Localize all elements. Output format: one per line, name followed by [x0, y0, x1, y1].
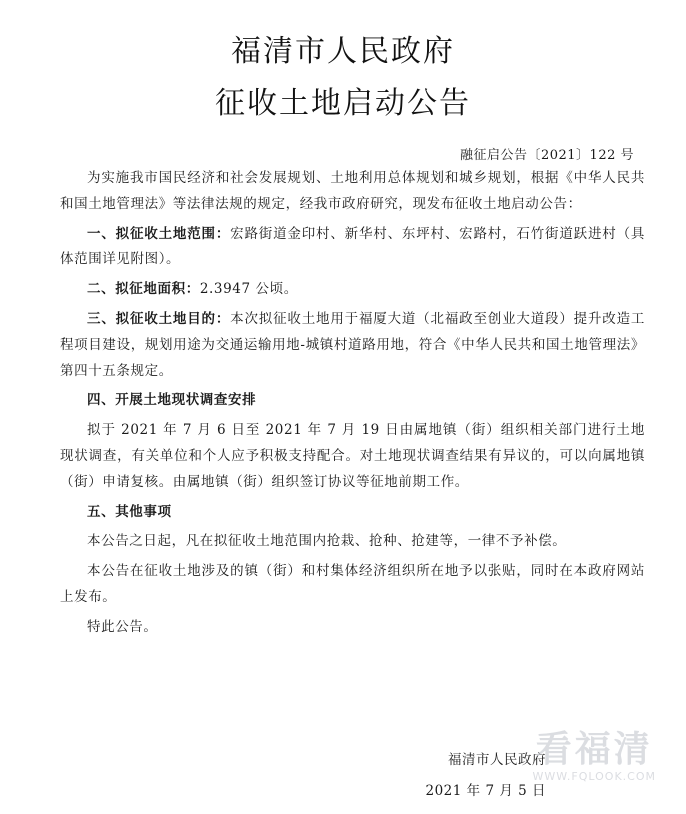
- watermark-brand: 看福清: [535, 729, 653, 770]
- closing-line: 特此公告。: [87, 618, 158, 635]
- section-5-text-2: 本公告在征收土地涉及的镇（街）和村集体经济组织所在地予以张贴，同时在本政府网站上发布。: [60, 563, 645, 605]
- signature-organization: 福清市人民政府: [448, 752, 546, 768]
- page-title-issuer: 福清市人民政府: [231, 34, 455, 69]
- section-4-text: 拟于 2021 年 7 月 6 日至 2021 年 7 月 19 日由属地镇（街）组织相关部门进行土地现状调查，有关单位和个人应予积极支持配合。对土地现状调查结果有异议的，可以向属地镇（街）申请复核。由属地镇（街）组织签订协议等征地前期工作。: [60, 422, 645, 490]
- page-title-notice: 征收土地启动公告: [215, 86, 471, 121]
- section-2-paragraph: [60, 277, 645, 303]
- section-2-heading: 二、拟征地面积：: [87, 281, 200, 298]
- section-5-text-1: 本公告之日起，凡在拟征收土地范围内抢栽、抢种、抢建等，一律不予补偿。: [87, 533, 567, 550]
- signature-date: 2021 年 7 月 5 日: [425, 783, 546, 799]
- notice-body: [60, 166, 645, 645]
- section-1-heading: 一、拟征收土地范围：: [87, 225, 231, 242]
- intro-paragraph: 为实施我市国民经济和社会发展规划、土地利用总体规划和城乡规划，根据《中华人民共和国土地管理法》等法律法规的规定，经我市政府研究，现发布征收土地启动公告：: [60, 170, 645, 212]
- section-3-paragraph: [60, 307, 645, 384]
- section-3-heading: 三、拟征收土地目的：: [87, 310, 231, 327]
- section-3-text: 本次拟征收土地用于福厦大道（北福政至创业大道段）提升改造工程项目建设，规划用途为交通运输用地-城镇村道路用地，符合《中华人民共和国土地管理法》第四十五条规定。: [60, 310, 646, 379]
- watermark-url: WWW.FQLOOK.COM: [532, 770, 656, 783]
- section-5-heading: 五、其他事项: [87, 503, 172, 520]
- section-4-heading: 四、开展土地现状调查安排: [87, 392, 257, 409]
- section-2-text: 2.3947 公顷。: [199, 281, 298, 298]
- section-1-text: 宏路街道金印村、新华村、东坪村、宏路村，石竹街道跃进村（具体范围详见附图）。: [60, 225, 646, 268]
- document-number: 融征启公告〔2021〕122 号: [459, 148, 634, 163]
- watermark-logo: [533, 728, 656, 783]
- section-1-paragraph: [60, 222, 645, 274]
